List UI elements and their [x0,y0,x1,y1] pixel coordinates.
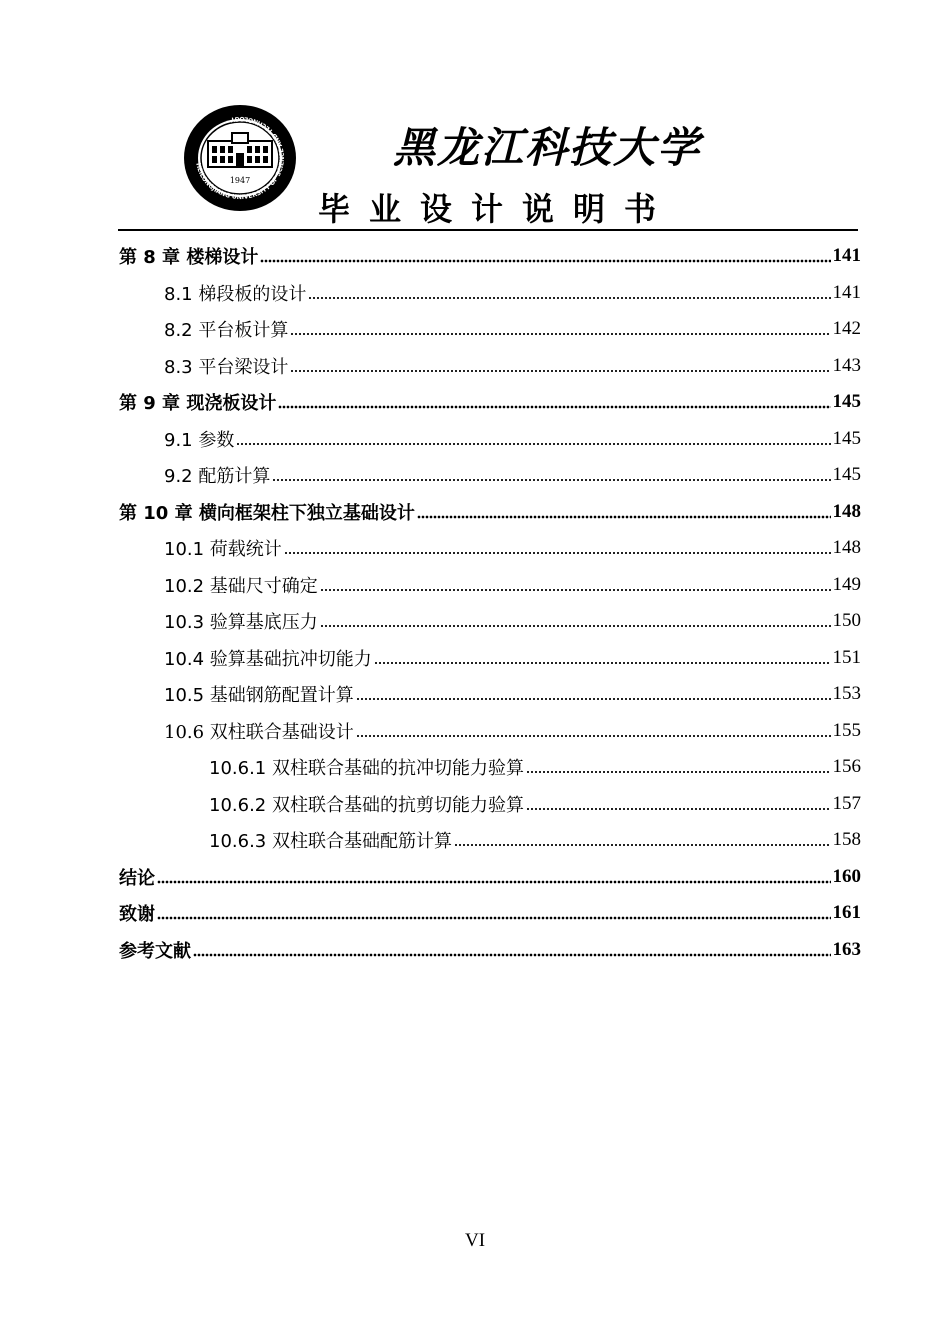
toc-page-number: 150 [832,610,861,632]
toc-dot-leader [356,687,831,701]
toc-dot-leader [526,760,831,774]
university-name: 黑龙江科技大学 [393,123,702,172]
toc-dot-leader [454,833,831,847]
toc-section-8-1[interactable] [119,275,861,312]
toc-page-number: 151 [832,646,861,668]
toc-section-10-3[interactable] [119,603,861,640]
toc-page-number: 158 [832,829,861,851]
toc-page-number: 148 [832,537,861,559]
toc-section-10-6[interactable] [119,713,861,750]
toc-entry-title: 10.2 基础尺寸确定 [164,575,318,597]
toc-entry-title: 10.3 验算基底压力 [164,612,318,634]
seal-year: 1947 [229,176,251,185]
toc-entry-title: 10.1 荷载统计 [164,539,282,561]
toc-entry-title: 9.2 配筋计算 [164,466,271,488]
toc-page-number: 145 [832,464,861,486]
toc-section-9-1[interactable] [119,421,861,458]
toc-dot-leader [526,797,831,811]
toc-entry-title: 结论 [119,867,155,889]
toc-dot-leader [236,432,830,446]
toc-page-number: 155 [832,719,861,741]
toc-dot-leader [417,505,831,519]
toc-page-number: 141 [832,281,861,303]
toc-entry-title: 10.6 双柱联合基础设计 [164,721,354,743]
table-of-contents [119,238,861,968]
toc-page-number: 149 [832,573,861,595]
toc-entry-title: 第 8 章 楼梯设计 [119,247,259,269]
toc-page-number: 143 [832,354,861,376]
toc-acknowledgements[interactable] [119,895,861,932]
toc-entry-title: 致谢 [119,904,155,926]
header-divider [118,229,858,231]
toc-section-10-6-1[interactable] [119,749,861,786]
toc-entry-title: 9.1 参数 [164,429,235,451]
toc-page-number: 156 [832,756,861,778]
seal-graphic [182,103,298,213]
toc-entry-title: 10.4 验算基础抗冲切能力 [164,648,372,670]
toc-conclusion[interactable] [119,859,861,896]
toc-dot-leader [290,322,830,336]
toc-dot-leader [278,395,830,409]
toc-entry-title: 参考文献 [119,940,191,962]
toc-section-10-4[interactable] [119,640,861,677]
toc-page-number: 153 [832,683,861,705]
toc-section-10-6-2[interactable] [119,786,861,823]
toc-page-number: 145 [832,391,861,413]
toc-dot-leader [272,468,830,482]
toc-chapter-9[interactable] [119,384,861,421]
university-seal-icon [182,103,298,213]
toc-dot-leader [260,249,830,263]
seal-ring-text: HEILONGJIANG UNIVERSITY OF SCIENCE AND TECHNOLOGY [194,114,287,202]
toc-section-8-3[interactable] [119,348,861,385]
page-number: VI [464,1230,486,1251]
toc-dot-leader [320,614,831,628]
toc-page-number: 160 [832,865,861,887]
toc-dot-leader [320,578,831,592]
toc-page-number: 145 [832,427,861,449]
toc-dot-leader [374,651,831,665]
toc-page-number: 142 [832,318,861,340]
toc-entry-title: 第 9 章 现浇板设计 [119,393,277,415]
toc-entry-title: 10.6.2 双柱联合基础的抗剪切能力验算 [209,794,524,816]
toc-page-number: 163 [832,938,861,960]
toc-references[interactable] [119,932,861,969]
toc-section-9-2[interactable] [119,457,861,494]
toc-chapter-10[interactable] [119,494,861,531]
toc-entry-title: 10.5 基础钢筋配置计算 [164,685,354,707]
toc-dot-leader [193,943,831,957]
toc-entry-title: 10.6.3 双柱联合基础配筋计算 [209,831,452,853]
toc-section-10-6-3[interactable] [119,822,861,859]
toc-section-10-2[interactable] [119,567,861,604]
toc-entry-title: 第 10 章 横向框架柱下独立基础设计 [119,502,415,524]
toc-dot-leader [290,359,830,373]
toc-page-number: 141 [832,245,861,267]
toc-entry-title: 8.3 平台梁设计 [164,356,289,378]
toc-entry-title: 8.2 平台板计算 [164,320,289,342]
page-header [0,0,950,235]
toc-section-8-2[interactable] [119,311,861,348]
toc-dot-leader [356,724,831,738]
toc-dot-leader [157,906,831,920]
toc-page-number: 148 [832,500,861,522]
toc-page-number: 161 [832,902,861,924]
document-title: 毕业设计说明书 [318,190,676,228]
toc-dot-leader [308,286,830,300]
toc-dot-leader [157,870,831,884]
toc-chapter-8[interactable] [119,238,861,275]
toc-section-10-5[interactable] [119,676,861,713]
toc-dot-leader [284,541,831,555]
toc-entry-title: 8.1 梯段板的设计 [164,283,307,305]
toc-page-number: 157 [832,792,861,814]
toc-entry-title: 10.6.1 双柱联合基础的抗冲切能力验算 [209,758,524,780]
toc-section-10-1[interactable] [119,530,861,567]
